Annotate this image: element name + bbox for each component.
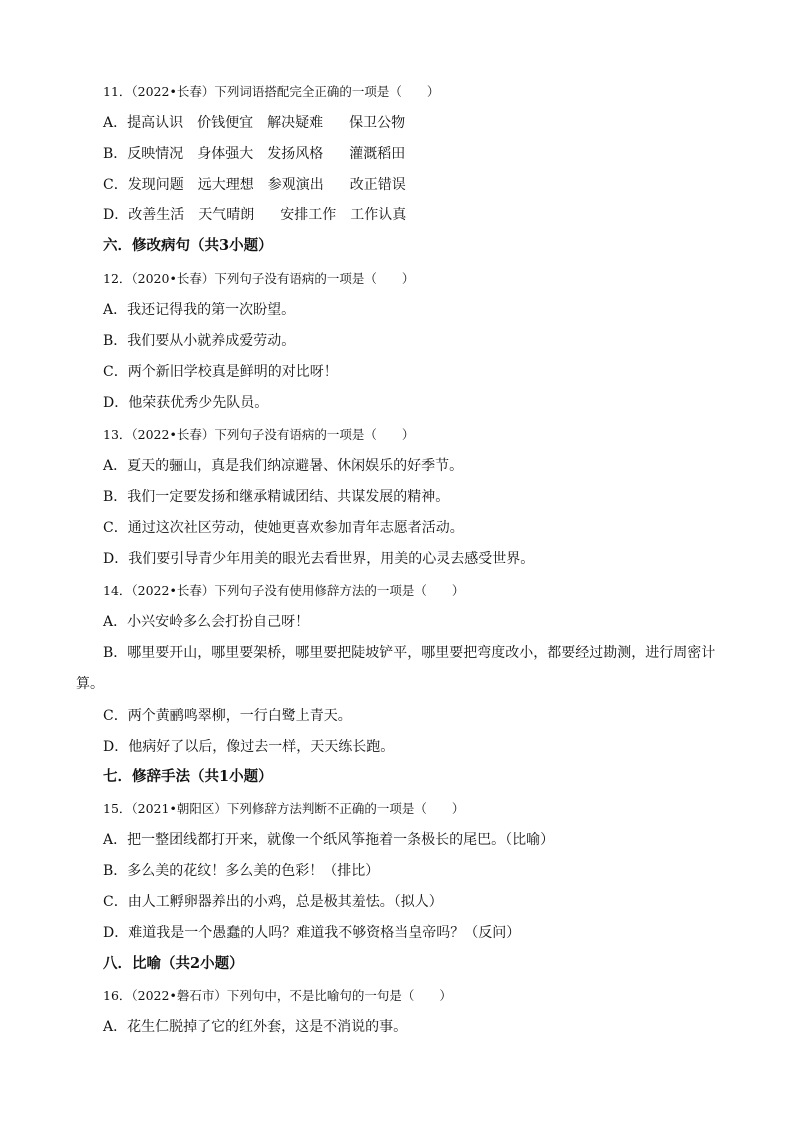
question-15-option-c: C．由人工孵卵器养出的小鸡，总是极其羞怯。（拟人） xyxy=(103,894,443,910)
question-14-option-b: B．哪里要开山，哪里要架桥，哪里要把陡坡铲平，哪里要把弯度改小，都要经过勘测，进行周密计 xyxy=(103,645,716,661)
question-16-option-a: A．花生仁脱掉了它的红外套，这是不消说的事。 xyxy=(103,1019,408,1035)
option-text: C．发现问题 xyxy=(103,177,184,193)
question-14-stem: 14．（2022•长春）下列句子没有使用修辞方法的一项是（ ） xyxy=(103,583,465,598)
question-11-option-b xyxy=(103,144,754,164)
option-text: 灌溉稻田 xyxy=(349,146,406,162)
option-text: 身体强大 xyxy=(197,146,254,162)
option-text: 改正错误 xyxy=(349,177,406,193)
question-11-option-a xyxy=(103,113,754,133)
question-13-option-a: A．夏天的骊山，真是我们纳凉避暑、休闲娱乐的好季节。 xyxy=(103,458,464,474)
question-15-option-d: D．难道我是一个愚蠢的人吗？难道我不够资格当皇帝吗？（反问） xyxy=(103,925,521,941)
option-text: 保卫公物 xyxy=(349,115,406,131)
option-text: 发扬风格 xyxy=(267,146,324,162)
section-heading-7: 七．修辞手法（共1小题） xyxy=(103,768,273,785)
question-15-stem: 15．（2021•朝阳区）下列修辞方法判断不正确的一项是（ ） xyxy=(103,801,465,816)
question-15-option-a: A．把一整团线都打开来，就像一个纸风筝拖着一条极长的尾巴。（比喻） xyxy=(103,832,555,848)
question-14-option-c: C．两个黄鹂鸣翠柳，一行白鹭上青天。 xyxy=(103,708,352,724)
question-13-option-c: C．通过这次社区劳动，使她更喜欢参加青年志愿者活动。 xyxy=(103,520,464,536)
question-11-stem: 11．（2022•长春）下列词语搭配完全正确的一项是（ ） xyxy=(103,84,440,99)
question-11-option-d xyxy=(103,205,754,225)
question-15-option-b: B．多么美的花纹！多么美的色彩！（排比） xyxy=(103,863,380,879)
section-heading-8: 八．比喻（共2小题） xyxy=(103,955,244,972)
option-text: D．改善生活 xyxy=(103,207,185,223)
question-12-stem: 12．（2020•长春）下列句子没有语病的一项是（ ） xyxy=(103,271,415,286)
question-16-stem: 16．（2022•磐石市）下列句中，不是比喻句的一句是（ ） xyxy=(103,988,452,1003)
option-text: 参观演出 xyxy=(267,177,324,193)
option-text: 工作认真 xyxy=(350,207,407,223)
option-text: 安排工作 xyxy=(280,207,337,223)
option-text: 解决疑难 xyxy=(267,115,324,131)
option-text: A．提高认识 xyxy=(103,115,184,131)
option-text: 远大理想 xyxy=(197,177,254,193)
question-14-option-d: D．他病好了以后，像过去一样，天天练长跑。 xyxy=(103,739,395,755)
question-12-option-a: A．我还记得我的第一次盼望。 xyxy=(103,302,296,318)
question-13-stem: 13．（2022•长春）下列句子没有语病的一项是（ ） xyxy=(103,427,415,442)
option-text: B．反映情况 xyxy=(103,146,184,162)
question-12-option-c: C．两个新旧学校真是鲜明的对比呀！ xyxy=(103,364,338,380)
question-13-option-b: B．我们一定要发扬和继承精诚团结、共谋发展的精神。 xyxy=(103,489,450,505)
question-12-option-d: D．他荣获优秀少先队员。 xyxy=(103,395,269,411)
question-14-option-a: A．小兴安岭多么会打扮自己呀！ xyxy=(103,614,310,630)
question-11-option-c xyxy=(103,175,754,195)
option-text: 天气晴朗 xyxy=(198,207,255,223)
question-14-option-b-continued: 算。 xyxy=(76,676,104,692)
section-heading-6: 六．修改病句（共3小题） xyxy=(103,237,273,254)
question-13-option-d: D．我们要引导青少年用美的眼光去看世界，用美的心灵去感受世界。 xyxy=(103,551,535,567)
option-text: 价钱便宜 xyxy=(197,115,254,131)
question-12-option-b: B．我们要从小就养成爱劳动。 xyxy=(103,333,296,349)
